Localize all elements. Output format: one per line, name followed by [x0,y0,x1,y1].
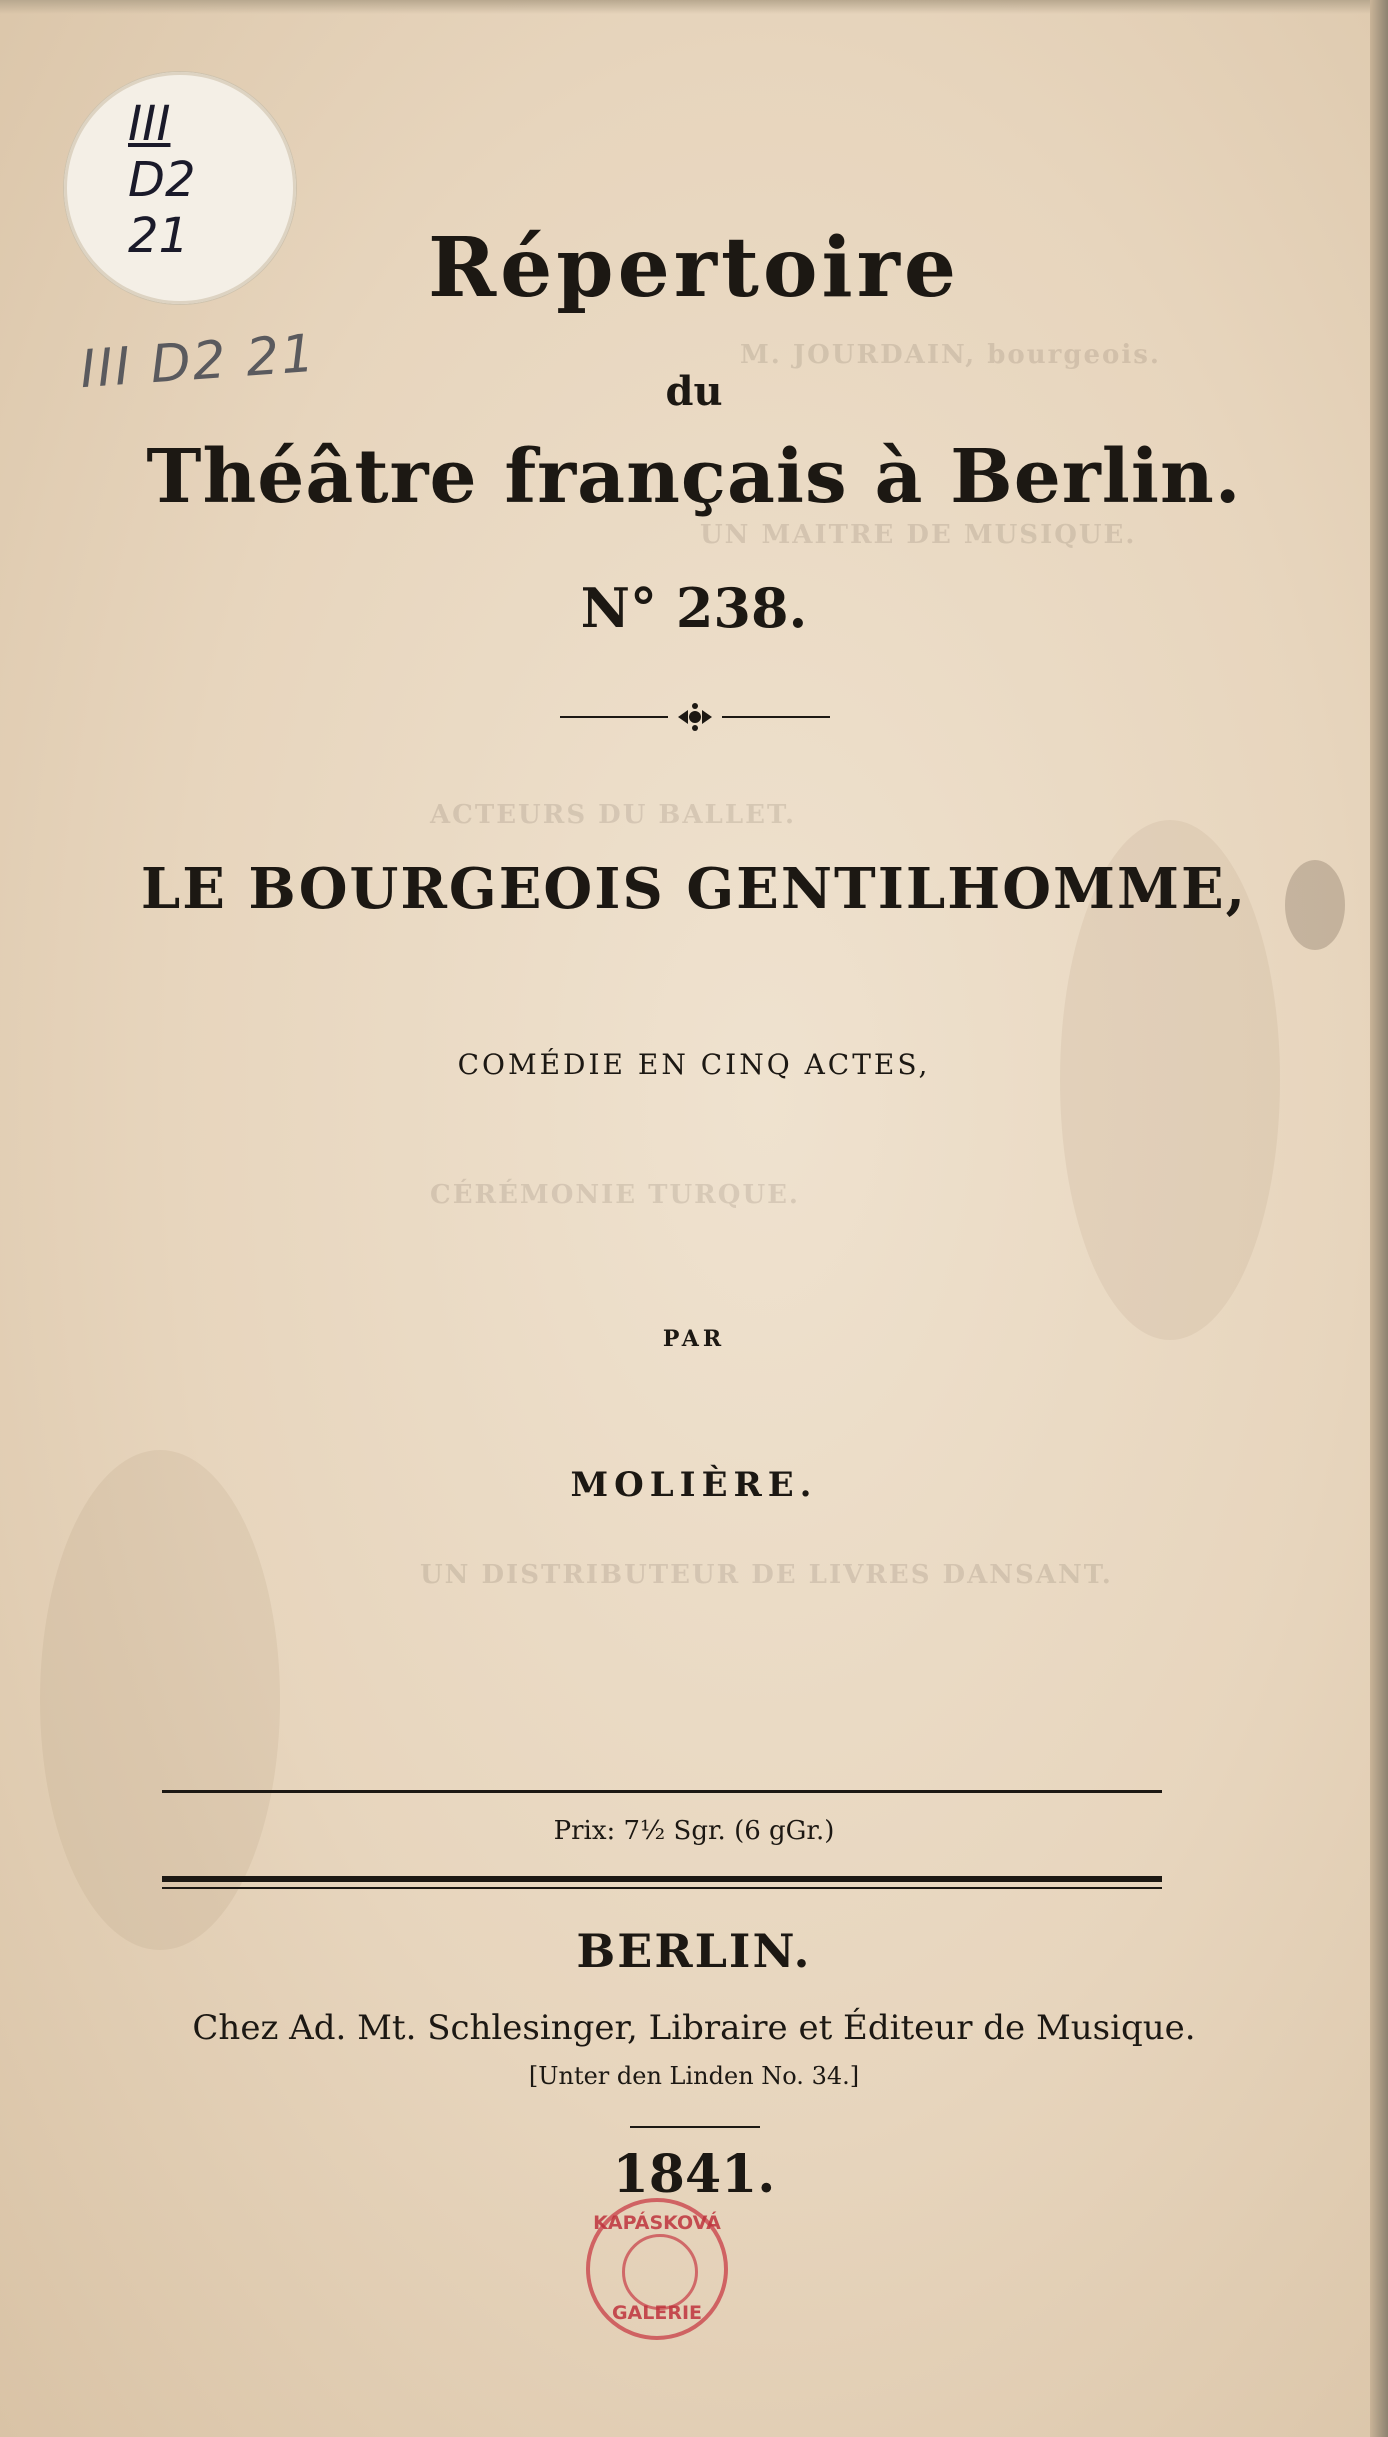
stamp-inner-ring [622,2234,698,2310]
shelfmark-line: III [128,96,171,152]
divider-rule [162,1876,1162,1882]
play-genre: COMÉDIE EN CINQ ACTES, [457,1048,931,1081]
divider-rule [162,1790,1162,1793]
play-title: LE BOURGEOIS GENTILHOMME, [140,856,1248,922]
show-through-text: UN DISTRIBUTEUR DE LIVRES DANSANT. [420,1560,1113,1590]
divider-rule [630,2126,760,2128]
ornament-divider-icon [560,702,830,732]
show-through-text: CÉRÉMONIE TURQUE. [430,1180,800,1210]
shelfmark-line: 21 [128,208,190,264]
show-through-text: M. JOURDAIN, bourgeois. [740,340,1161,370]
stamp-top-text: KAPÁSKOVÁ [593,2212,721,2234]
theatre-name: Théâtre français à Berlin. [146,434,1242,520]
divider-rule [162,1887,1162,1889]
by-line: PAR [662,1326,726,1352]
imprint-publisher: Chez Ad. Mt. Schlesinger, Libraire et Éditeur de Musique. [192,2008,1196,2048]
show-through-text: ACTEURS DU BALLET. [430,800,796,830]
issue-number: N° 238. [580,576,808,640]
stamp-bottom-text: GALERIE [611,2302,703,2324]
page-top-edge [0,0,1388,14]
price: Prix: 7½ Sgr. (6 gGr.) [553,1816,835,1846]
imprint-address: [Unter den Linden No. 34.] [528,2062,860,2090]
author-name: MOLIÈRE. [570,1465,818,1505]
imprint-year: 1841. [612,2144,776,2205]
imprint-city: BERLIN. [576,1924,812,1978]
library-stamp [586,2198,728,2340]
paper-stain [40,1450,280,1950]
pencil-shelfmark: III D2 21 [78,323,319,401]
series-connector: du [665,368,723,415]
series-title: Répertoire [427,220,961,316]
shelfmark-line: D2 [128,152,196,208]
show-through-text: UN MAITRE DE MUSIQUE. [700,520,1137,550]
